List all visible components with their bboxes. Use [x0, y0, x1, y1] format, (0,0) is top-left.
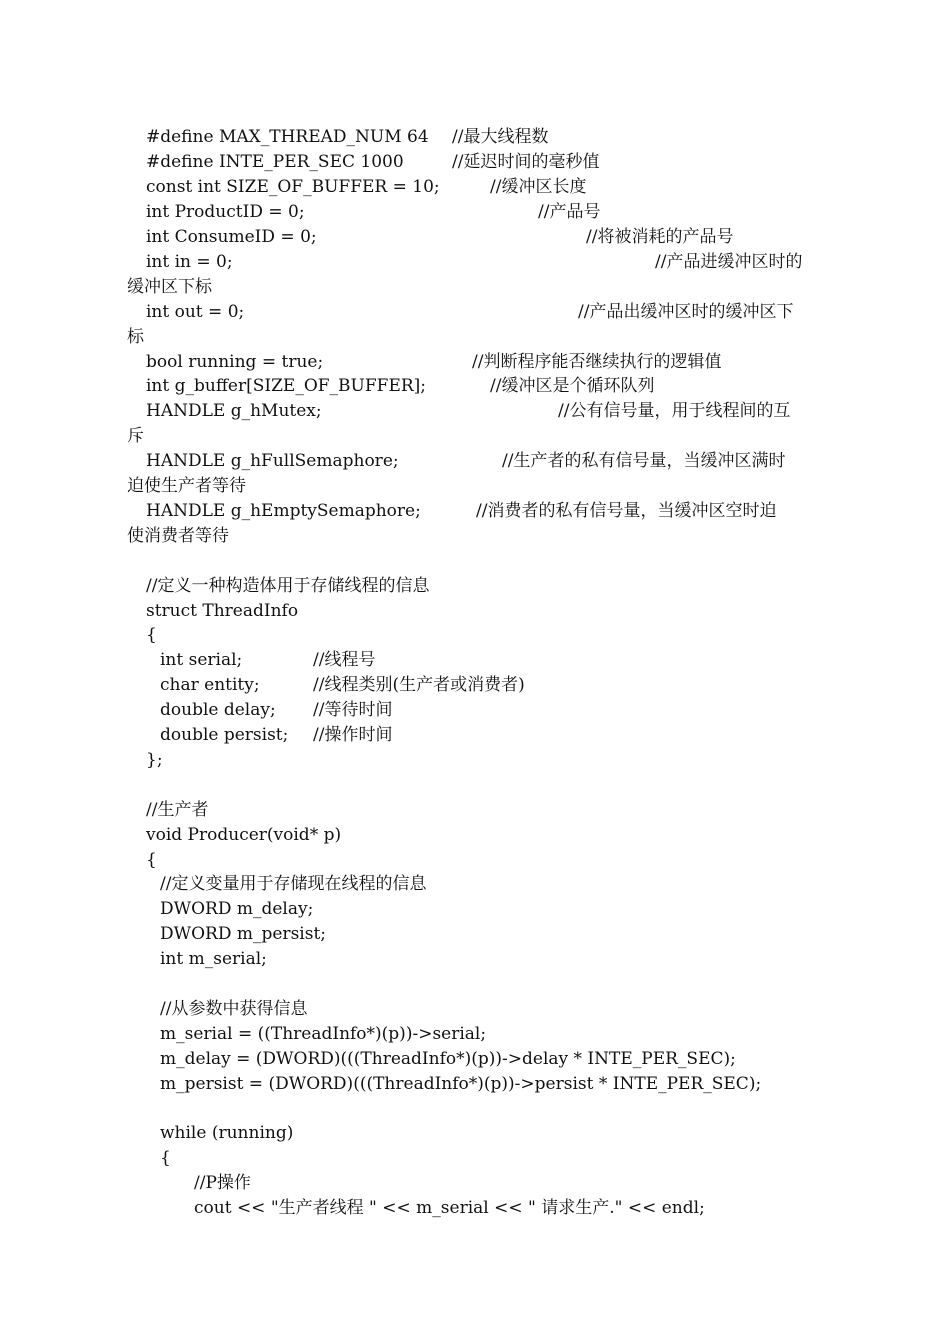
code-line: //定义一种构造体用于存储线程的信息: [146, 576, 430, 596]
code-line: int ConsumeID = 0;: [146, 227, 317, 247]
code-line: #define MAX_THREAD_NUM 64: [146, 127, 429, 147]
code-comment: //生产者的私有信号量，当缓冲区满时: [502, 451, 786, 471]
code-line: int m_serial;: [160, 949, 267, 969]
code-comment: //等待时间: [313, 700, 393, 720]
code-line: int in = 0;: [146, 252, 233, 272]
code-line: };: [146, 750, 163, 770]
code-line: int g_buffer[SIZE_OF_BUFFER];: [146, 376, 427, 396]
code-line: //P操作: [194, 1173, 251, 1193]
code-line: char entity;: [160, 675, 260, 695]
code-line: #define INTE_PER_SEC 1000: [146, 152, 404, 172]
code-line: {: [146, 850, 157, 870]
code-line: m_persist = (DWORD)(((ThreadInfo*)(p))->persist * INTE_PER_SEC);: [160, 1074, 762, 1094]
code-line: cout << "生产者线程 " << m_serial << " 请求生产." << endl;: [194, 1198, 705, 1218]
code-line: //定义变量用于存储现在线程的信息: [160, 874, 427, 894]
code-line: DWORD m_persist;: [160, 924, 327, 944]
code-line: m_serial = ((ThreadInfo*)(p))->serial;: [160, 1024, 487, 1044]
code-comment: //延迟时间的毫秒值: [452, 152, 600, 172]
code-line: int serial;: [160, 650, 243, 670]
code-line: 使消费者等待: [127, 526, 229, 546]
code-comment: //操作时间: [313, 725, 393, 745]
code-line: 缓冲区下标: [127, 277, 212, 297]
code-line: {: [160, 1148, 171, 1168]
code-line: //生产者: [146, 800, 209, 820]
code-comment: //线程类别(生产者或消费者): [313, 675, 525, 695]
code-line: HANDLE g_hMutex;: [146, 401, 322, 421]
code-comment: //缓冲区长度: [490, 177, 587, 197]
code-line: 迫使生产者等待: [127, 476, 246, 496]
code-comment: //公有信号量，用于线程间的互: [558, 401, 791, 421]
code-line: struct ThreadInfo: [146, 601, 299, 621]
code-line: HANDLE g_hEmptySemaphore;: [146, 501, 421, 521]
code-line: void Producer(void* p): [146, 825, 342, 845]
code-comment: //产品号: [538, 202, 601, 222]
code-line: DWORD m_delay;: [160, 899, 314, 919]
code-comment: //将被消耗的产品号: [586, 227, 734, 247]
code-comment: //线程号: [313, 650, 376, 670]
code-comment: //产品进缓冲区时的: [655, 252, 803, 272]
code-line: //从参数中获得信息: [160, 999, 308, 1019]
code-line: while (running): [160, 1123, 294, 1143]
code-line: int ProductID = 0;: [146, 202, 305, 222]
code-line: bool running = true;: [146, 352, 324, 372]
code-comment: //缓冲区是个循环队列: [490, 376, 655, 396]
code-comment: //消费者的私有信号量，当缓冲区空时迫: [476, 501, 777, 521]
code-line: const int SIZE_OF_BUFFER = 10;: [146, 177, 440, 197]
code-line: double persist;: [160, 725, 289, 745]
code-line: HANDLE g_hFullSemaphore;: [146, 451, 399, 471]
code-line: double delay;: [160, 700, 276, 720]
code-line: 标: [127, 327, 144, 347]
code-line: int out = 0;: [146, 302, 245, 322]
code-comment: //最大线程数: [452, 127, 549, 147]
code-comment: //判断程序能否继续执行的逻辑值: [472, 352, 722, 372]
code-line: {: [146, 625, 157, 645]
code-comment: //产品出缓冲区时的缓冲区下: [578, 302, 794, 322]
code-line: 斥: [127, 426, 144, 446]
code-line: m_delay = (DWORD)(((ThreadInfo*)(p))->delay * INTE_PER_SEC);: [160, 1049, 736, 1069]
